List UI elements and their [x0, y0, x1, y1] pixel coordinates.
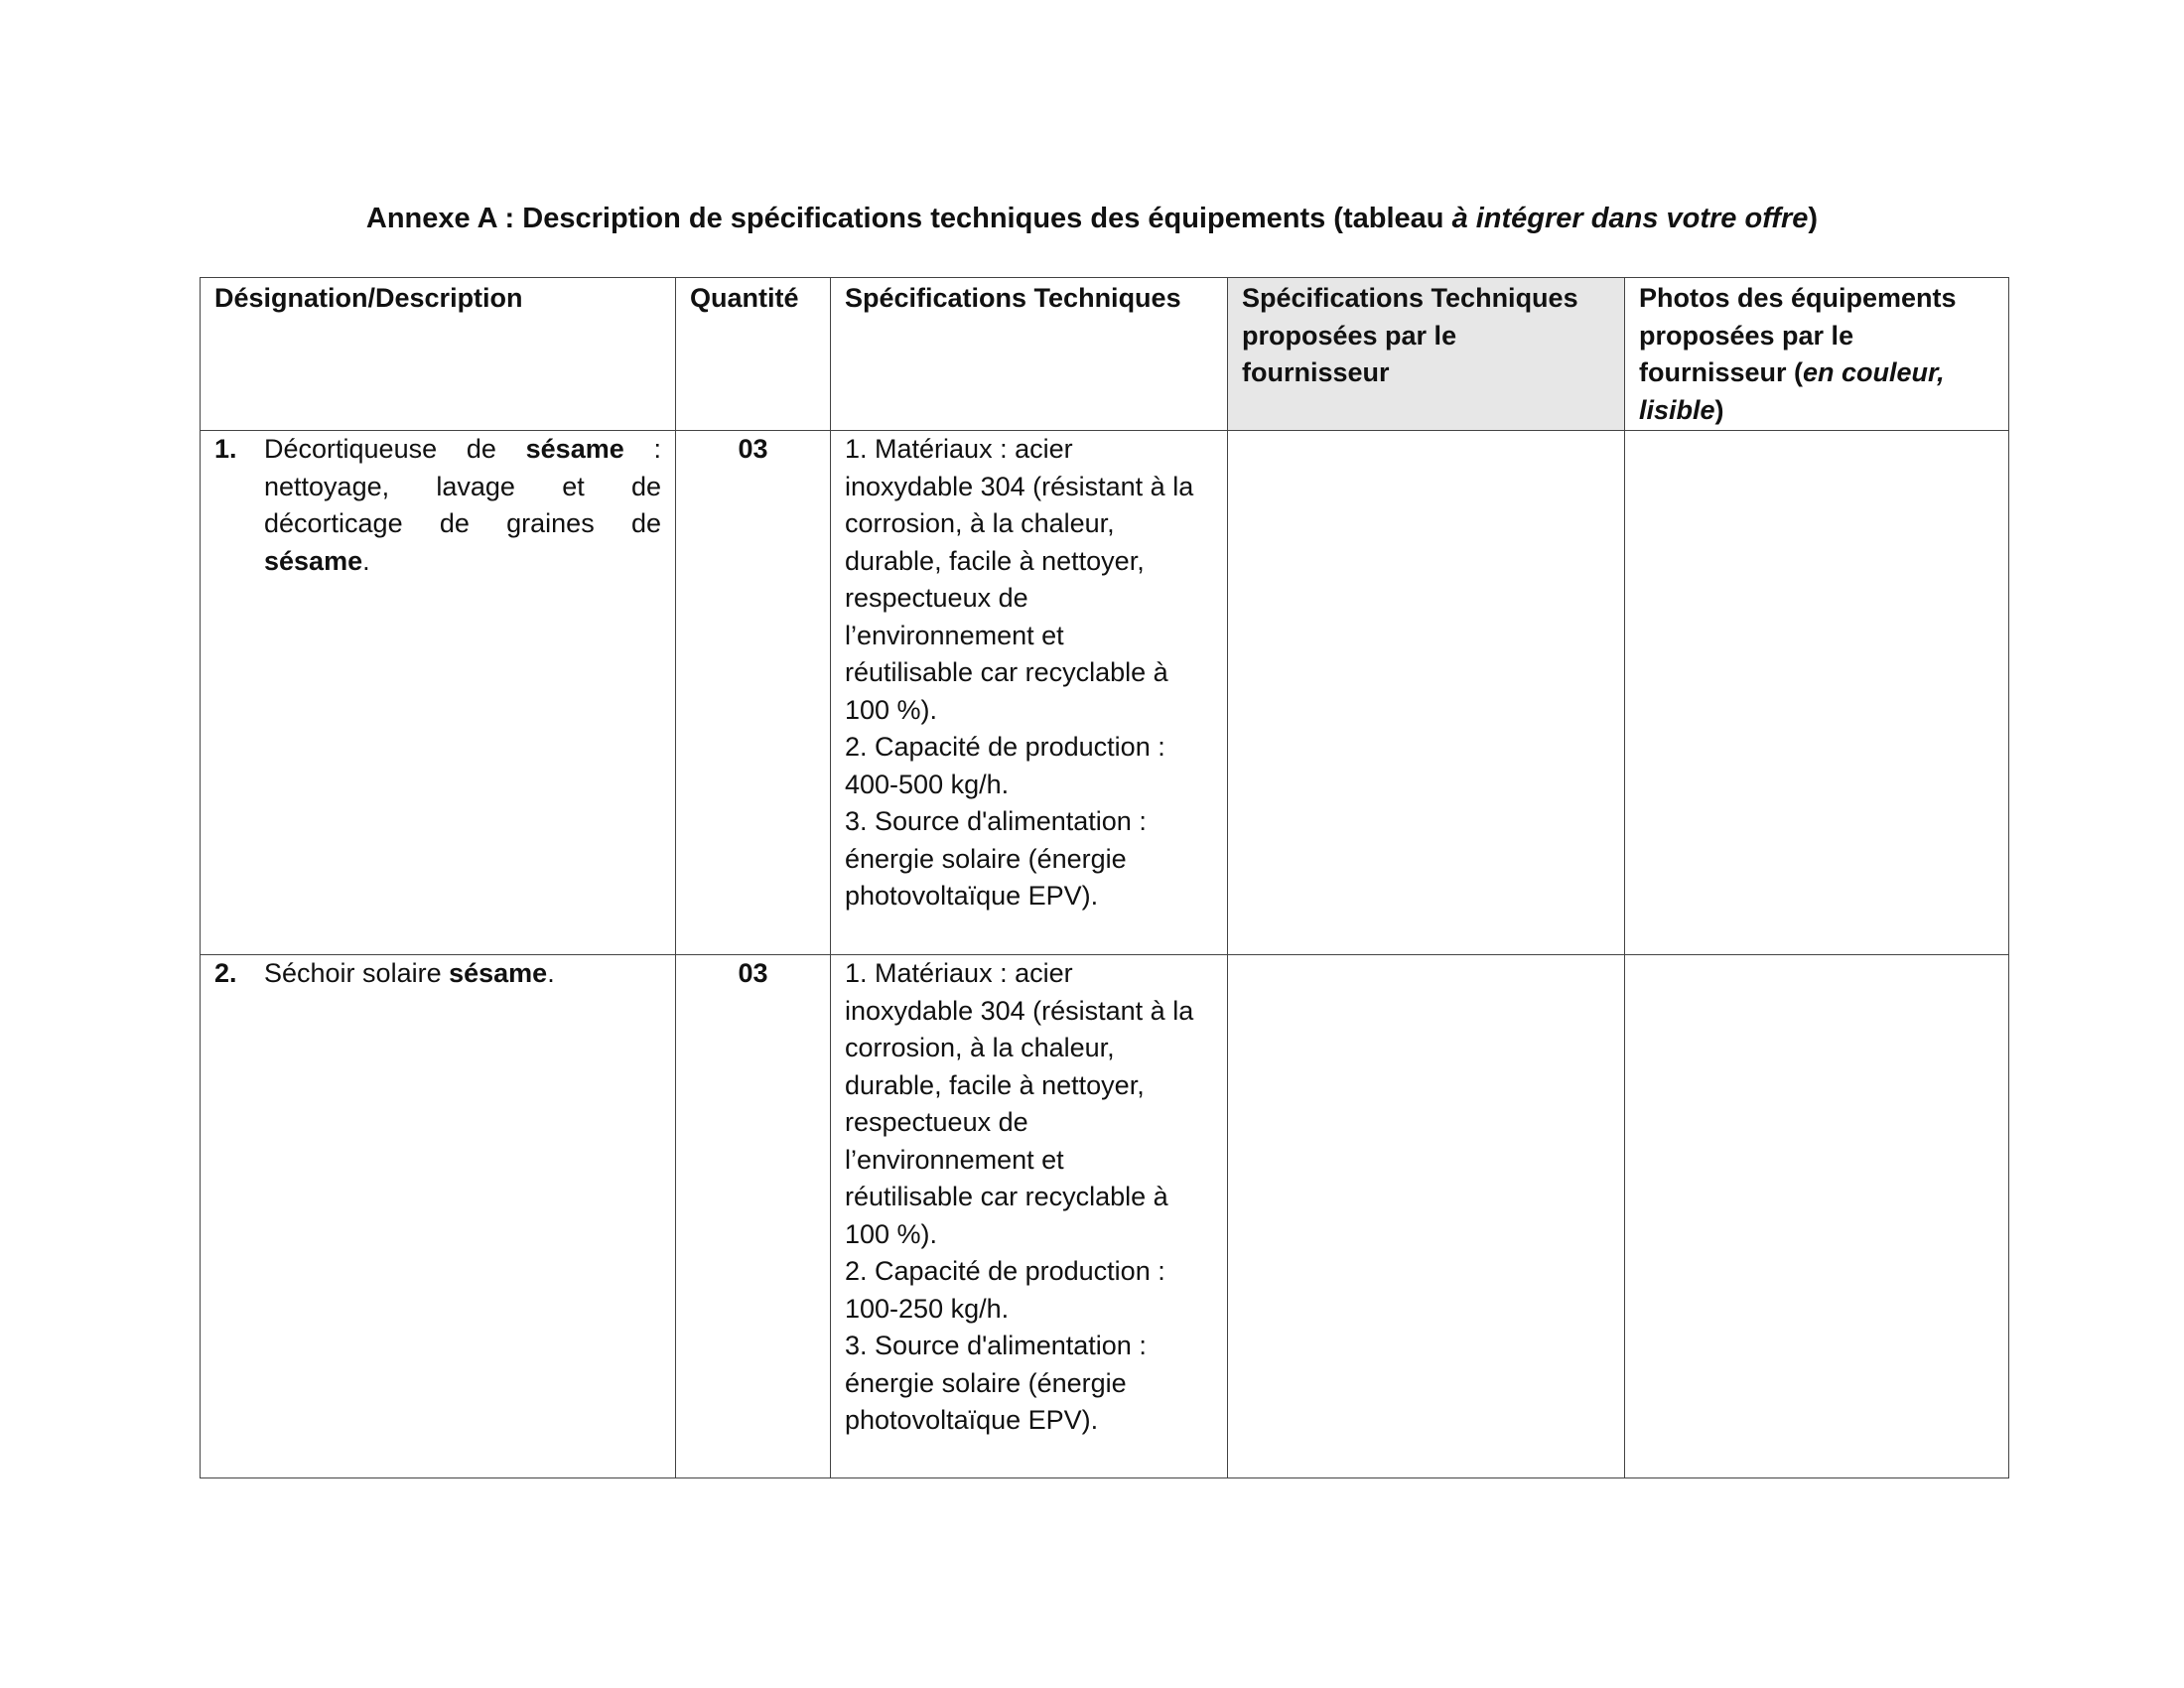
spec-line: respectueux de	[845, 583, 1028, 613]
supplier-photos-cell[interactable]	[1625, 955, 2009, 1478]
header-photos	[1625, 278, 2009, 431]
desc-text-part: Séchoir solaire	[264, 958, 450, 988]
spec-line: 400-500 kg/h.	[845, 769, 1010, 799]
supplier-specs-cell[interactable]	[1228, 431, 1625, 955]
specs-cell	[831, 955, 1228, 1478]
spec-line: photovoltaïque EPV).	[845, 1405, 1099, 1435]
quantity-cell: 03	[676, 955, 831, 1478]
spec-line: 3. Source d'alimentation :	[845, 806, 1147, 836]
desc-bold-part: sésame	[525, 434, 624, 464]
spec-line: 100 %).	[845, 1218, 938, 1249]
spec-line: 2. Capacité de production :	[845, 1256, 1165, 1286]
header-quantite: Quantité	[676, 278, 831, 431]
spec-line: 2. Capacité de production :	[845, 732, 1165, 762]
title-suffix: )	[1808, 203, 1819, 234]
title-italic: à intégrer dans votre offre	[1451, 203, 1809, 234]
spec-line: 3. Source d'alimentation :	[845, 1331, 1147, 1360]
spec-line: durable, facile à nettoyer,	[845, 545, 1145, 576]
header-specs: Spécifications Techniques	[831, 278, 1228, 431]
desc-bold-part: sésame	[264, 545, 363, 576]
item-number: 1.	[214, 434, 237, 464]
spec-line: 1. Matériaux : acier	[845, 958, 1073, 988]
header-specs-fournisseur: Spécifications Techniques proposées par le fournisseur	[1228, 278, 1625, 431]
spec-line: énergie solaire (énergie	[845, 843, 1127, 874]
desc-bold-part: sésame	[449, 958, 548, 988]
table-header-row	[201, 278, 2009, 431]
item-description	[264, 431, 661, 580]
header-photos-prefix: Photos des équipements proposées par le fournisseur (	[1639, 283, 1957, 387]
desc-text-part: .	[362, 545, 370, 576]
desc-text-part: .	[547, 958, 555, 988]
spec-line: inoxydable 304 (résistant à la	[845, 471, 1194, 501]
table-row	[201, 431, 2009, 955]
spec-line: respectueux de	[845, 1107, 1028, 1137]
table-row	[201, 955, 2009, 1478]
spec-line: 100-250 kg/h.	[845, 1293, 1010, 1324]
spec-line: inoxydable 304 (résistant à la	[845, 995, 1194, 1026]
item-description	[264, 955, 661, 993]
page-title	[0, 199, 2184, 238]
supplier-photos-cell[interactable]	[1625, 431, 2009, 955]
supplier-specs-cell[interactable]	[1228, 955, 1625, 1478]
quantity-cell: 03	[676, 431, 831, 955]
spec-line: énergie solaire (énergie	[845, 1367, 1127, 1398]
spec-line: réutilisable car recyclable à	[845, 1182, 1168, 1211]
spec-line: l’environnement et	[845, 620, 1064, 650]
spec-line: corrosion, à la chaleur,	[845, 508, 1115, 538]
item-number: 2.	[214, 958, 237, 988]
spec-line: durable, facile à nettoyer,	[845, 1069, 1145, 1100]
designation-cell	[201, 431, 676, 955]
desc-text-part: Décortiqueuse de	[264, 434, 526, 464]
spec-line: réutilisable car recyclable à	[845, 657, 1168, 687]
spec-line: 100 %).	[845, 694, 938, 725]
spec-line: 1. Matériaux : acier	[845, 434, 1073, 464]
spec-table	[200, 277, 2009, 1478]
spec-line: l’environnement et	[845, 1144, 1064, 1175]
header-photos-suffix: )	[1714, 394, 1724, 425]
designation-cell	[201, 955, 676, 1478]
desc-text-part: : nettoyage, lavage et de décorticage de graines de	[264, 434, 661, 538]
spec-line: corrosion, à la chaleur,	[845, 1033, 1115, 1062]
title-prefix: Annexe A : Description de spécifications techniques des équipements (tableau	[365, 203, 1452, 234]
specs-cell	[831, 431, 1228, 955]
spec-line: photovoltaïque EPV).	[845, 881, 1099, 911]
header-designation: Désignation/Description	[201, 278, 676, 431]
header-photos-italic: en couleur, lisible	[1639, 357, 1945, 425]
